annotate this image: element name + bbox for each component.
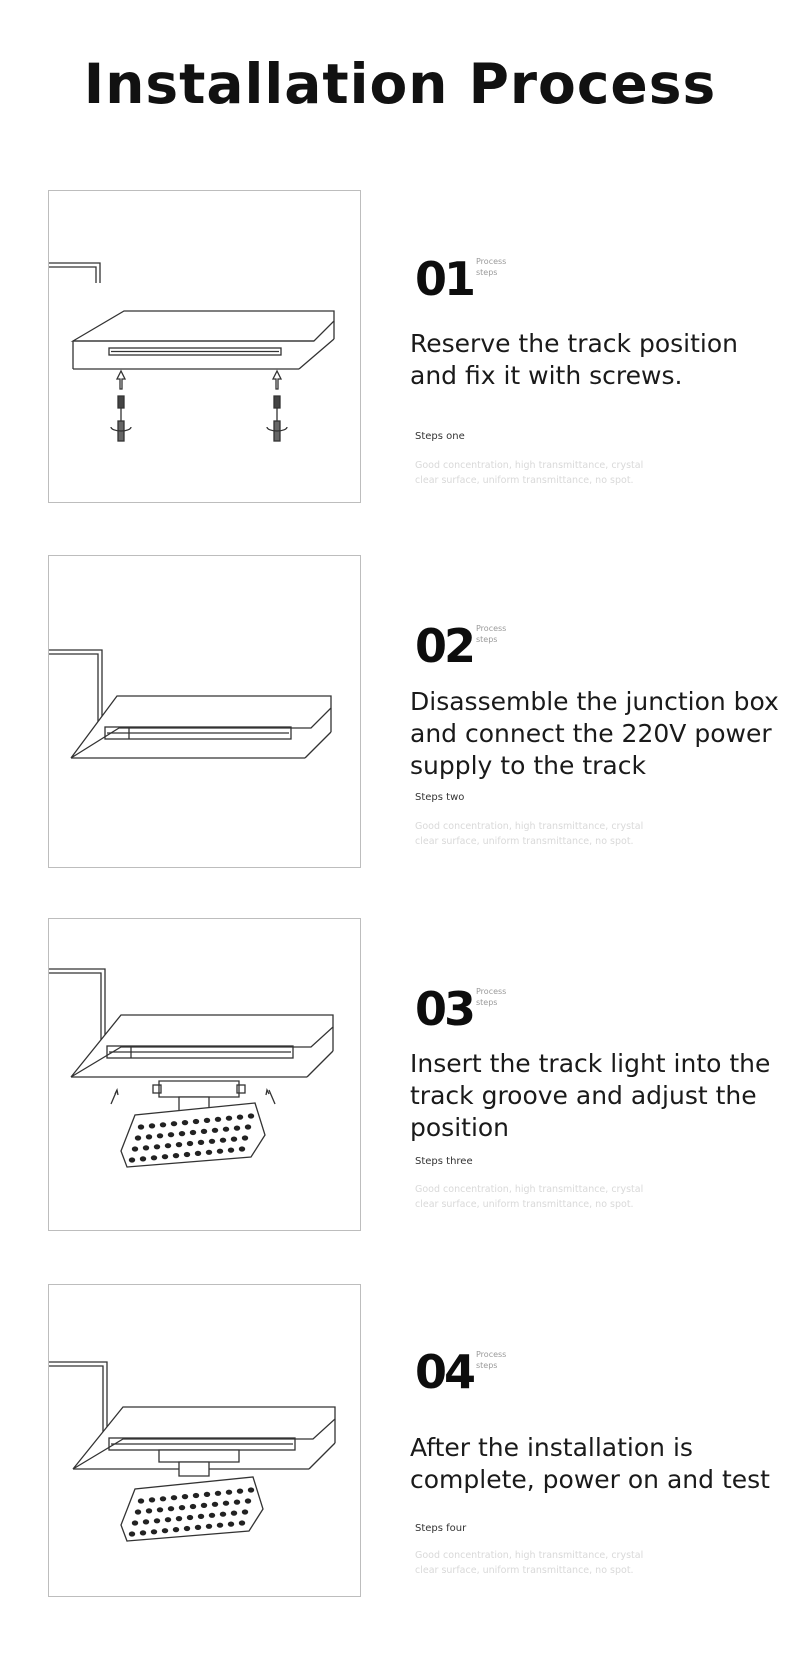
step-sublabel: Steps four bbox=[415, 1523, 467, 1534]
step-small-text: Good concentration, high transmittance, crystal clear surface, uniform transmittance, no spot. bbox=[415, 1550, 644, 1576]
step-number: 01 bbox=[415, 252, 474, 306]
step-3-illustration bbox=[48, 918, 361, 1231]
step-description: Disassemble the junction box and connect the 220V power supply to the track bbox=[410, 687, 779, 780]
step-number: 03 bbox=[415, 982, 474, 1036]
page-title: Installation Process bbox=[83, 52, 717, 116]
ceiling-screws-drawing bbox=[49, 191, 361, 503]
process-steps-label: Process steps bbox=[476, 1350, 507, 1370]
insert-light-drawing bbox=[49, 919, 361, 1231]
step-small-text: Good concentration, high transmittance, crystal clear surface, uniform transmittance, no spot. bbox=[415, 460, 644, 486]
step-1-illustration bbox=[48, 190, 361, 503]
step-description: After the installation is complete, power on and test bbox=[410, 1433, 770, 1494]
process-steps-label: Process steps bbox=[476, 257, 507, 277]
step-2-illustration bbox=[48, 555, 361, 868]
step-number: 04 bbox=[415, 1345, 474, 1399]
step-description: Reserve the track position and fix it with screws. bbox=[410, 329, 739, 390]
step-number: 02 bbox=[415, 619, 474, 673]
step-small-text: Good concentration, high transmittance, crystal clear surface, uniform transmittance, no spot. bbox=[415, 821, 644, 847]
step-description: Insert the track light into the track groove and adjust the position bbox=[410, 1049, 771, 1142]
step-sublabel: Steps one bbox=[415, 431, 465, 442]
step-4-illustration bbox=[48, 1284, 361, 1597]
step-sublabel: Steps three bbox=[415, 1156, 473, 1167]
step-4 bbox=[0, 1284, 800, 1604]
step-3 bbox=[0, 918, 800, 1238]
power-connection-drawing bbox=[49, 556, 361, 868]
step-2 bbox=[0, 555, 800, 875]
step-1 bbox=[0, 190, 800, 510]
process-steps-label: Process steps bbox=[476, 987, 507, 1007]
power-on-test-drawing bbox=[49, 1285, 361, 1597]
step-sublabel: Steps two bbox=[415, 792, 465, 803]
process-steps-label: Process steps bbox=[476, 624, 507, 644]
step-small-text: Good concentration, high transmittance, crystal clear surface, uniform transmittance, no spot. bbox=[415, 1184, 644, 1210]
